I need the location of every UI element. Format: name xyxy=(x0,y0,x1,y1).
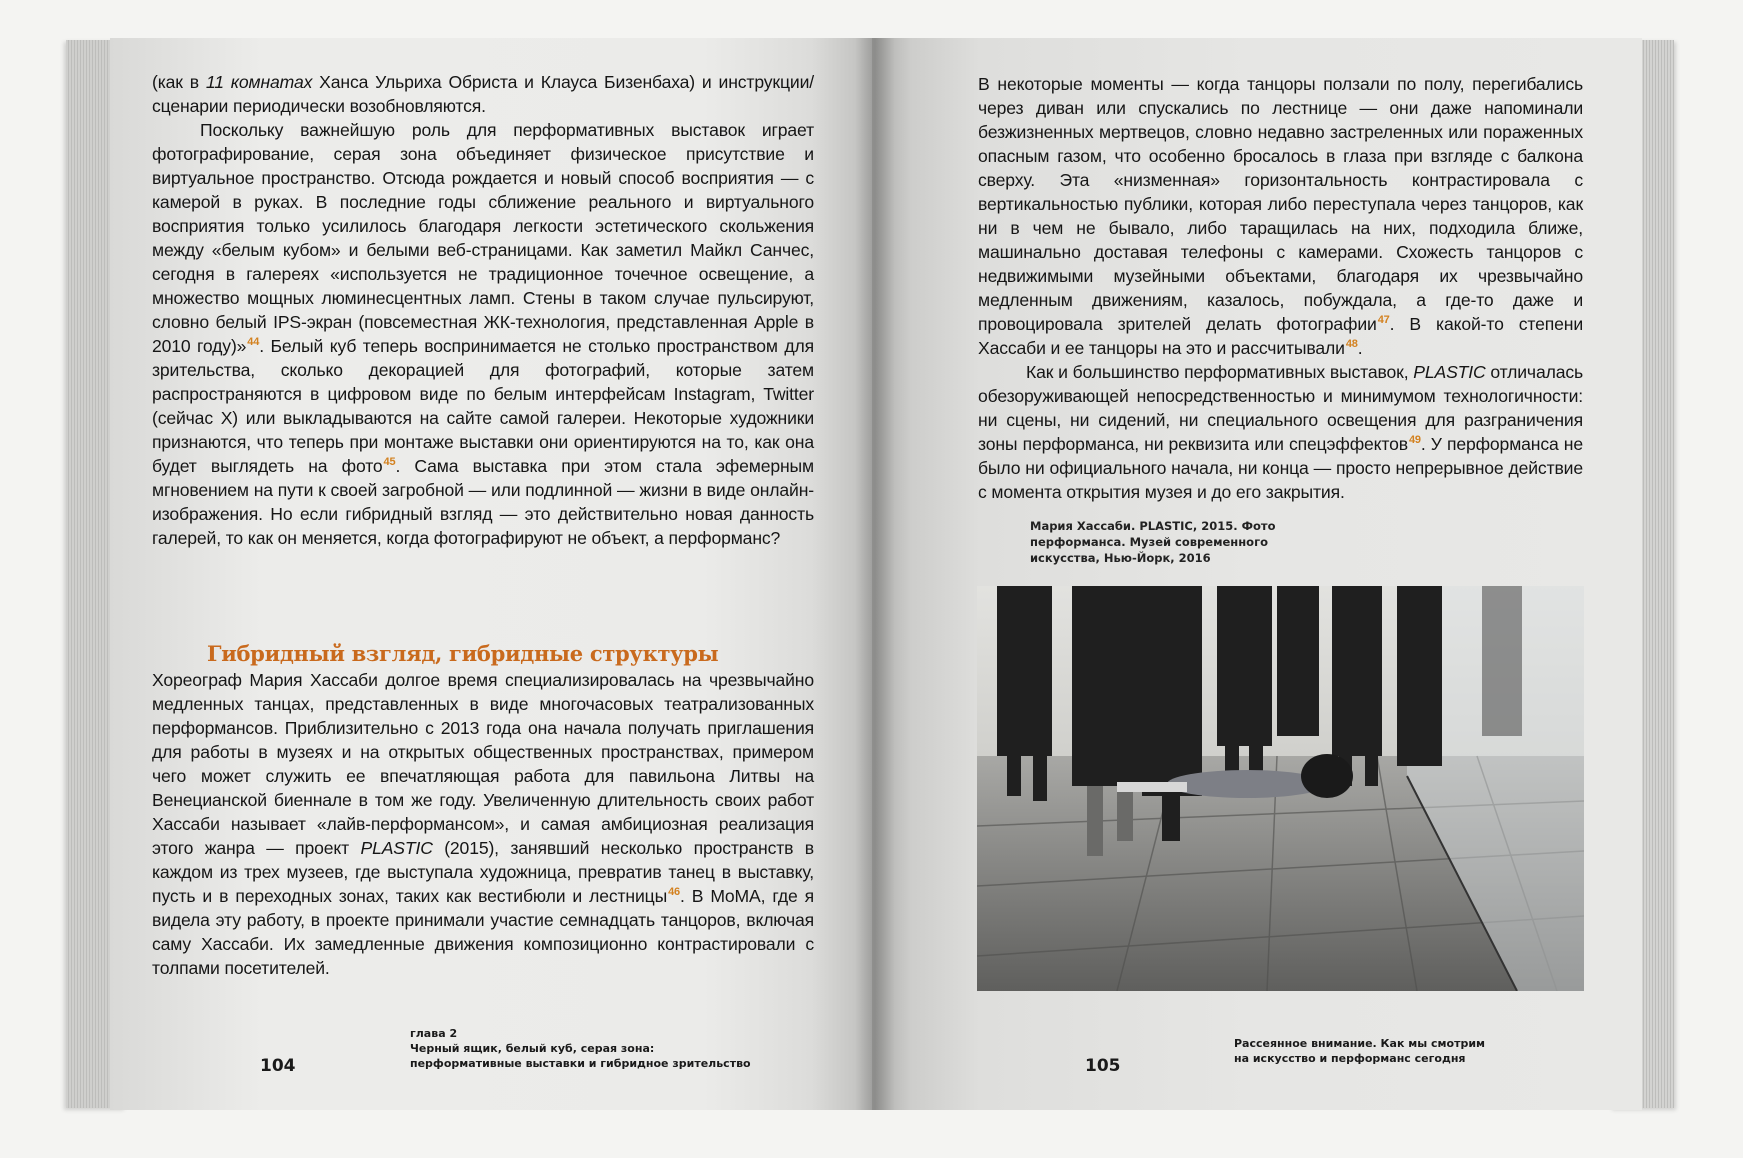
text-run: Поскольку важнейшую роль для перформативных выставок играет фотографирование, серая зона объединяет физическое присутствие и виртуальное пространство. Отсюда рождается и новый способ восприятия — с камерой в руках. В последние годы сближение реального и виртуального восприятия только усилилось благодаря легкости эстетического скольжения между «белым кубом» и белыми веб-страницами. Как заметил Майкл Санчес, сегодня в галереях «используется не традиционное точечное освещение, а множество мощных люминесцентных ламп. Стены в таком случае пульсируют, словно белый IPS-экран (повсеместная ЖК-технология, представленная Apple в 2010 году)» xyxy=(152,120,814,356)
text-run: . В MoMA, где я видела эту работу, в проекте принимали участие семнадцать танцоров, включая саму Хассаби. Их замедленные движения композиционно контрастировали с толпами посетителей. xyxy=(152,886,815,978)
text-run: . Белый куб теперь воспринимается не столько пространством для зрительства, сколько декорацией для фотографий, которые затем распространяются в цифровом виде по белым интерфейсам Instagram, Twitter (сейчас X) или выкладываются на сайте самой галереи. Некоторые художники признаются, что теперь при монтаже выставки они ориентируются на то, как она будет выглядеть на фото xyxy=(152,336,814,476)
left-body-text-2 xyxy=(152,668,814,980)
text-run: Ханса Ульриха Обриста и Клауса Бизенбаха) и инструкции/сценарии периодически возобновляются. xyxy=(152,72,814,116)
right-body-text xyxy=(978,72,1583,504)
photo-caption xyxy=(1030,518,1310,566)
left-page xyxy=(110,38,872,1110)
italic-text: 11 комнатах xyxy=(205,72,313,92)
paragraph xyxy=(152,70,814,118)
text-run: отличалась обезоруживающей непосредственностью и минимумом технологичности: ни сцены, ни сидений, ни специального освещения для разграничения зоны перформанса, ни реквизита или спецэффектов xyxy=(978,362,1583,454)
caption-line: Мария Хассаби. PLASTIC, 2015. Фото xyxy=(1030,519,1276,533)
italic-text: PLASTIC xyxy=(1413,362,1486,382)
text-run: . xyxy=(1357,338,1363,358)
text-run: . В какой-то степени Хассаби и ее танцоры на это и рассчитывали xyxy=(978,314,1584,358)
running-head xyxy=(410,1026,790,1071)
performance-photo-illustration xyxy=(977,586,1584,991)
footnote-ref[interactable]: 45 xyxy=(383,456,396,468)
running-head-line: глава 2 xyxy=(410,1027,458,1040)
right-page xyxy=(872,38,1642,1110)
left-body-text xyxy=(152,70,814,550)
running-head xyxy=(1234,1036,1534,1066)
footnote-ref[interactable]: 49 xyxy=(1408,434,1421,446)
footnote-ref[interactable]: 44 xyxy=(247,336,260,348)
paragraph xyxy=(978,72,1583,360)
text-run: (2015), занявший несколько пространств в каждом из трех музеев, где выступала художница, превратив танец в выставку, пусть и в переходных зонах, таких как вестибюли и лестницы xyxy=(152,838,814,906)
performance-photo xyxy=(977,586,1584,991)
paragraph xyxy=(978,360,1583,504)
text-run: . У перформанса не было ни официального начала, ни конца — просто непрерывное действие с момента открытия музея и до его закрытия. xyxy=(978,434,1583,502)
page-number: 105 xyxy=(1085,1056,1121,1076)
running-head-line: перформативные выставки и гибридное зрительство xyxy=(410,1057,751,1070)
italic-text: PLASTIC xyxy=(360,838,433,858)
text-run: Как и большинство перформативных выставок, xyxy=(1026,362,1414,382)
text-run: Хореограф Мария Хассаби долгое время специализировалась на чрезвычайно медленных танцах, представленных в виде многочасовых театрализованных перформансов. Приблизительно с 2013 года она начала получать приглашения для работы в музеях и на открытых общественных пространствах, примером чего может служить ее впечатляющая работа для павильона Литвы на Венецианской биеннале в том же году. Увеличенную длительность своих работ Хассаби называет «лайв-перформансом», и самая амбициозная реализация этого жанра — проект xyxy=(152,670,814,858)
running-head-line: Черный ящик, белый куб, серая зона: xyxy=(410,1042,655,1055)
footnote-ref[interactable]: 47 xyxy=(1377,314,1390,326)
page-number: 104 xyxy=(260,1056,296,1076)
text-run: В некоторые моменты — когда танцоры ползали по полу, перегибались через диван или спускались по лестнице — они даже напоминали безжизненных мертвецов, словно недавно застреленных или пораженных опасным газом, что особенно бросалось в глаза при взгляде с балкона сверху. Эта «низменная» горизонтальность контрастировала с вертикальностью публики, которая либо переступала через танцоров, как ни в чем не бывало, либо таращилась на них, подходила ближе, машинально доставая телефоны с камерами. Схожесть танцоров с недвижимыми музейными объектами, благодаря их чрезвычайно медленным движениям, казалось, побуждала, а где-то даже и провоцировала зрителей делать фотографии xyxy=(978,74,1583,334)
running-head-line: на искусство и перформанс сегодня xyxy=(1234,1052,1466,1065)
paragraph xyxy=(152,668,814,980)
text-run: . Сама выставка при этом стала эфемерным мгновением на пути к своей загробной — или подлинной — жизни в виде онлайн-изображения. Но если гибридный взгляд — это действительно новая данность галерей, то как он меняется, когда фотографируют не объект, а перформанс? xyxy=(152,456,814,548)
text-run: (как в xyxy=(152,72,206,92)
running-head-line: Рассеянное внимание. Как мы смотрим xyxy=(1234,1037,1486,1050)
paragraph xyxy=(152,118,814,550)
caption-line: перформанса. Музей современного xyxy=(1030,535,1268,549)
footnote-ref[interactable]: 46 xyxy=(668,886,681,898)
footnote-ref[interactable]: 48 xyxy=(1345,338,1358,350)
caption-line: искусства, Нью-Йорк, 2016 xyxy=(1030,551,1211,565)
section-heading: Гибридный взгляд, гибридные структуры xyxy=(207,641,719,666)
